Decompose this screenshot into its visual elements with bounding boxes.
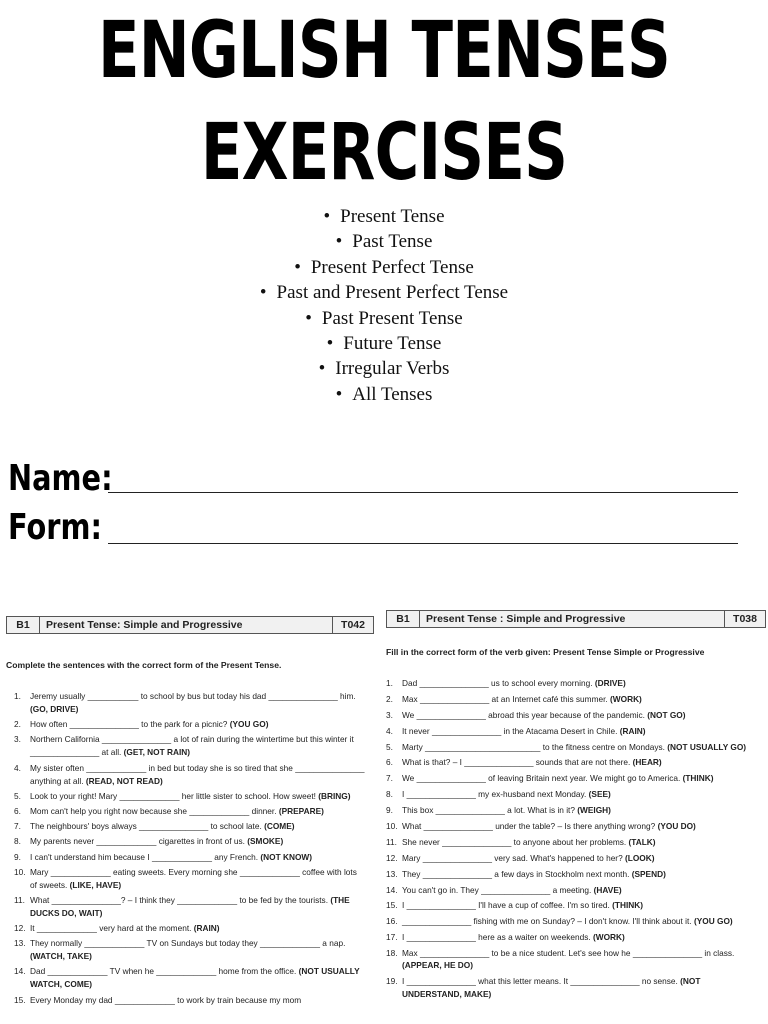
bullet-icon: • bbox=[335, 383, 343, 405]
verb-hint: (SPEND) bbox=[631, 868, 666, 879]
exercise-item bbox=[386, 804, 766, 816]
exercise-text: Max _______________ at an Internet café this summer. bbox=[402, 693, 608, 704]
worksheet-title: Present Tense: Simple and Progressive bbox=[46, 619, 243, 631]
topics-list bbox=[0, 204, 768, 407]
exercise-text: The neighbours' boys always _______________ to school late. bbox=[30, 821, 262, 832]
exercise-text: Mary _______________ very sad. What's happened to her? bbox=[402, 852, 623, 863]
exercise-item bbox=[386, 884, 766, 896]
exercise-number: 6. bbox=[386, 757, 393, 768]
exercise-text: It _____________ very hard at the moment. bbox=[30, 923, 192, 934]
worksheet-instruction: Complete the sentences with the correct form of the Present Tense. bbox=[6, 660, 282, 670]
exercise-number: 9. bbox=[386, 805, 393, 816]
exercise-text: Mary _____________ eating sweets. Every morning she _____________ coffee with lots of sweets. bbox=[30, 866, 357, 890]
exercise-text: My parents never _____________ cigarettes in front of us. bbox=[30, 836, 245, 847]
bullet-icon: • bbox=[259, 282, 267, 304]
exercise-item bbox=[6, 835, 374, 848]
exercise-text: We _______________ of leaving Britain next year. We might go to America. bbox=[402, 773, 681, 784]
name-answer-line[interactable] bbox=[108, 492, 738, 493]
exercise-number: 11. bbox=[14, 894, 25, 905]
exercise-item bbox=[386, 788, 766, 800]
topic-item: • Irregular Verbs bbox=[318, 358, 450, 380]
exercise-text: I can't understand him because I _____________ any French. bbox=[30, 851, 259, 862]
topic-item: • Past Present Tense bbox=[305, 307, 463, 329]
bullet-icon: • bbox=[335, 231, 343, 253]
exercise-item bbox=[6, 820, 374, 833]
worksheet-instruction: Fill in the correct form of the verb given: Present Tense Simple or Progressive bbox=[386, 647, 705, 657]
exercise-number: 5. bbox=[386, 741, 393, 752]
level-badge: B1 bbox=[7, 617, 40, 633]
exercise-text: Jeremy usually ___________ to school by bus but today his dad _______________ him. bbox=[30, 691, 356, 701]
exercise-number: 17. bbox=[386, 932, 398, 943]
exercise-item bbox=[6, 866, 374, 892]
exercise-item bbox=[6, 790, 374, 803]
bullet-icon: • bbox=[294, 256, 301, 278]
bullet-icon: • bbox=[318, 358, 326, 380]
verb-hint: (YOU GO) bbox=[229, 719, 269, 730]
verb-hint: (WORK) bbox=[610, 693, 642, 704]
worksheet-code: T038 bbox=[724, 611, 765, 627]
exercise-item bbox=[6, 762, 374, 788]
topic-item: • Present Perfect Tense bbox=[294, 256, 474, 278]
exercise-item bbox=[6, 851, 374, 864]
topic-item: • Past Tense bbox=[335, 231, 433, 253]
verb-hint: (COME) bbox=[264, 821, 295, 832]
exercise-list bbox=[386, 677, 766, 1000]
exercise-number: 13. bbox=[14, 938, 26, 949]
topic-item: • Past and Present Perfect Tense bbox=[259, 282, 509, 304]
verb-hint: (NOT USUALLY WATCH, COME) bbox=[30, 966, 360, 990]
exercise-list bbox=[6, 690, 374, 1007]
exercise-number: 4. bbox=[14, 762, 21, 773]
exercise-item bbox=[386, 899, 766, 911]
exercise-number: 2. bbox=[14, 719, 21, 730]
verb-hint: (LOOK) bbox=[625, 852, 655, 863]
exercise-number: 6. bbox=[14, 805, 21, 816]
exercise-item bbox=[386, 725, 766, 737]
verb-hint: (THINK) bbox=[682, 773, 714, 784]
exercise-text: Dad _______________ us to school every morning. bbox=[402, 678, 593, 688]
exercise-number: 15. bbox=[14, 994, 26, 1005]
exercise-text: I _______________ here as a waiter on weekends. bbox=[402, 932, 591, 943]
worksheet-right bbox=[386, 610, 766, 1004]
exercise-text: _______________ fishing with me on Sunday? – I don't know. I'll think about it. bbox=[402, 916, 692, 927]
exercise-number: 12. bbox=[386, 852, 398, 863]
exercise-number: 1. bbox=[14, 691, 21, 701]
exercise-text: She never _______________ to anyone about her problems. bbox=[402, 836, 627, 847]
exercise-item bbox=[386, 693, 766, 705]
exercise-text: You can't go in. They _______________ a meeting. bbox=[402, 884, 592, 895]
verb-hint: (HEAR) bbox=[632, 757, 662, 768]
verb-hint: (NOT USUALLY GO) bbox=[667, 741, 747, 752]
verb-hint: (RAIN) bbox=[619, 725, 646, 736]
exercise-number: 10. bbox=[386, 821, 398, 832]
verb-hint: (TALK) bbox=[628, 836, 656, 847]
exercise-text: We _______________ abroad this year because of the pandemic. bbox=[402, 709, 645, 720]
exercise-text: What _______________ under the table? – Is there anything wrong? bbox=[402, 821, 656, 832]
exercise-number: 7. bbox=[14, 821, 21, 832]
verb-hint: (NOT UNDERSTAND, MAKE) bbox=[402, 976, 701, 999]
exercise-item bbox=[386, 772, 766, 784]
verb-hint: (NOT GO) bbox=[647, 709, 686, 720]
exercise-item bbox=[6, 733, 374, 759]
worksheet-left bbox=[6, 616, 374, 1009]
exercise-item bbox=[386, 931, 766, 943]
exercise-item bbox=[6, 894, 374, 920]
exercise-text: My sister often _____________ in bed but today she is so tired that she _______________ anything at all. bbox=[30, 762, 365, 786]
verb-hint: (SMOKE) bbox=[247, 836, 284, 847]
verb-hint: (THINK) bbox=[612, 900, 644, 911]
exercise-number: 18. bbox=[386, 948, 398, 959]
exercise-number: 16. bbox=[386, 916, 398, 927]
verb-hint: (GET, NOT RAIN) bbox=[123, 747, 191, 758]
verb-hint: (READ, NOT READ) bbox=[85, 775, 163, 786]
exercise-item bbox=[386, 975, 766, 1000]
bullet-icon: • bbox=[326, 332, 334, 354]
topic-item: • Future Tense bbox=[326, 332, 442, 354]
exercise-item bbox=[6, 922, 374, 935]
exercise-text: They normally _____________ TV on Sundays but today they _____________ a nap. bbox=[30, 938, 346, 949]
exercise-item bbox=[386, 709, 766, 721]
exercise-item bbox=[386, 820, 766, 832]
title-line-1: ENGLISH TENSES bbox=[97, 6, 670, 96]
exercise-text: How often _______________ to the park for a picnic? bbox=[30, 719, 228, 730]
exercise-number: 19. bbox=[386, 976, 398, 987]
verb-hint: (YOU GO) bbox=[693, 916, 733, 927]
exercise-number: 12. bbox=[14, 923, 26, 934]
topic-item: • Present Tense bbox=[323, 206, 445, 227]
exercise-item bbox=[6, 965, 374, 991]
exercise-text: Dad _____________ TV when he _____________ home from the office. bbox=[30, 966, 297, 977]
form-answer-line[interactable] bbox=[108, 543, 738, 544]
exercise-number: 2. bbox=[386, 693, 393, 704]
name-label: Name: bbox=[8, 458, 113, 499]
exercise-item bbox=[6, 937, 374, 963]
level-badge: B1 bbox=[387, 611, 420, 627]
verb-hint: (PREPARE) bbox=[278, 805, 324, 816]
exercise-number: 4. bbox=[386, 725, 393, 736]
verb-hint: (WORK) bbox=[592, 932, 625, 943]
exercise-text: I _______________ I'll have a cup of coffee. I'm so tired. bbox=[402, 900, 610, 911]
exercise-number: 8. bbox=[14, 836, 21, 847]
exercise-item bbox=[6, 718, 374, 731]
exercise-item bbox=[6, 994, 374, 1007]
exercise-number: 11. bbox=[386, 836, 397, 847]
exercise-text: Mom can't help you right now because she _____________ dinner. bbox=[30, 805, 277, 816]
exercise-item bbox=[386, 868, 766, 880]
exercise-text: Marty _________________________ to the fitness centre on Mondays. bbox=[402, 741, 665, 752]
title-line-2: EXERCISES bbox=[200, 108, 568, 198]
worksheet-code: T042 bbox=[332, 617, 373, 633]
exercise-item bbox=[386, 677, 766, 689]
exercise-item bbox=[6, 690, 374, 716]
verb-hint: (SEE) bbox=[588, 789, 611, 800]
exercise-number: 14. bbox=[14, 966, 26, 977]
exercise-item bbox=[386, 741, 766, 753]
worksheet-header bbox=[386, 610, 766, 628]
exercise-item bbox=[6, 805, 374, 818]
exercise-item bbox=[386, 852, 766, 864]
exercise-text: This box _______________ a lot. What is in it? bbox=[402, 805, 575, 816]
verb-hint: (HAVE) bbox=[593, 884, 622, 895]
worksheet-header bbox=[6, 616, 374, 634]
bullet-icon: • bbox=[305, 307, 312, 329]
exercise-item bbox=[386, 915, 766, 927]
form-label: Form: bbox=[8, 507, 103, 548]
exercise-number: 3. bbox=[14, 734, 21, 745]
exercise-number: 3. bbox=[386, 709, 393, 720]
verb-hint: (APPEAR, HE DO) bbox=[402, 960, 473, 971]
exercise-number: 7. bbox=[386, 773, 393, 784]
verb-hint: (WATCH, TAKE) bbox=[30, 951, 92, 962]
verb-hint: (YOU DO) bbox=[657, 821, 696, 832]
bullet-icon: • bbox=[323, 206, 331, 227]
exercise-number: 1. bbox=[386, 678, 393, 688]
verb-hint: (THE DUCKS DO, WAIT) bbox=[30, 894, 350, 918]
exercise-text: Look to your right! Mary _____________ her little sister to school. How sweet! bbox=[30, 790, 316, 801]
exercise-text: Max _______________ to be a nice student. Let's see how he _______________ in class. bbox=[402, 948, 735, 959]
topic-item: • All Tenses bbox=[335, 383, 433, 405]
exercise-number: 10. bbox=[14, 866, 26, 877]
exercise-text: Northern California _______________ a lot of rain during the wintertime but this winter it _______________ at all. bbox=[30, 734, 354, 758]
exercise-text: They _______________ a few days in Stockholm next month. bbox=[402, 868, 630, 879]
form-field-row bbox=[8, 507, 738, 549]
exercise-number: 5. bbox=[14, 790, 21, 801]
exercise-text: Every Monday my dad _____________ to work by train because my mom bbox=[30, 994, 302, 1005]
exercise-text: What _______________? – I think they _____________ to be fed by the tourists. bbox=[30, 894, 328, 905]
worksheet-title: Present Tense : Simple and Progressive bbox=[426, 613, 626, 625]
verb-hint: (LIKE, HAVE) bbox=[69, 879, 122, 890]
exercise-item bbox=[386, 947, 766, 972]
exercise-number: 15. bbox=[386, 900, 398, 911]
exercise-text: I _______________ what this letter means. It _______________ no sense. bbox=[402, 976, 678, 987]
exercise-number: 8. bbox=[386, 789, 393, 800]
verb-hint: (DRIVE) bbox=[594, 678, 626, 688]
verb-hint: (BRING) bbox=[318, 790, 351, 801]
exercise-text: What is that? – I _______________ sounds that are not there. bbox=[402, 757, 631, 768]
verb-hint: (NOT KNOW) bbox=[260, 851, 313, 862]
exercise-number: 13. bbox=[386, 868, 398, 879]
verb-hint: (GO, DRIVE) bbox=[30, 704, 79, 714]
exercise-text: It never _______________ in the Atacama Desert in Chile. bbox=[402, 725, 618, 736]
exercise-number: 14. bbox=[386, 884, 398, 895]
exercise-text: I _______________ my ex-husband next Monday. bbox=[402, 789, 587, 800]
name-field-row bbox=[8, 458, 738, 500]
verb-hint: (RAIN) bbox=[193, 923, 220, 934]
exercise-item bbox=[386, 756, 766, 768]
verb-hint: (WEIGH) bbox=[577, 805, 611, 816]
exercise-item bbox=[386, 836, 766, 848]
exercise-number: 9. bbox=[14, 851, 21, 862]
